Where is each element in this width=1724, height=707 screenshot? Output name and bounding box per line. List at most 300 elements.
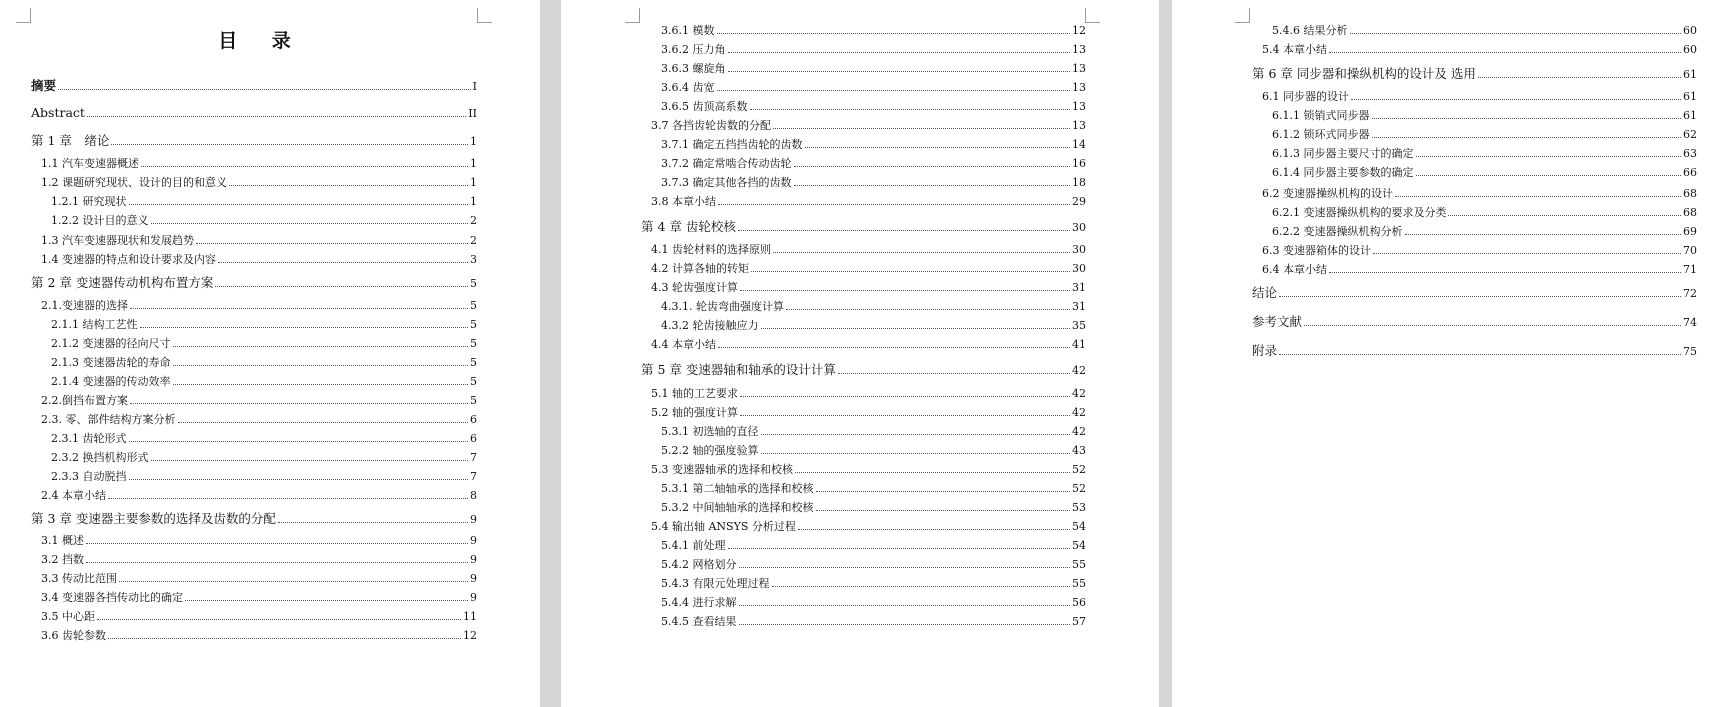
toc-entry[interactable] — [641, 463, 1086, 477]
toc-entry-label: 参考文献 — [1252, 314, 1303, 329]
toc-entry-label: 3.1 概述 — [41, 534, 84, 547]
toc-dot-leader — [773, 128, 1070, 129]
toc-entry[interactable] — [31, 318, 477, 332]
toc-entry-page-number: 5 — [470, 299, 477, 312]
toc-dot-leader — [740, 396, 1070, 397]
toc-entry[interactable] — [1252, 24, 1697, 38]
toc-entry-label: 6.3 变速器箱体的设计 — [1262, 244, 1371, 257]
toc-entry-label: 1.2.2 设计目的意义 — [51, 214, 149, 227]
toc-entry-page-number: 29 — [1072, 195, 1086, 208]
toc-entry-page-number: 5 — [470, 277, 477, 290]
toc-entry-page-number: 42 — [1072, 406, 1086, 419]
toc-entry-page-number: 61 — [1683, 90, 1697, 103]
toc-entry-label: 结论 — [1252, 285, 1278, 300]
toc-entry-label: 5.3.1 初选轴的直径 — [661, 425, 759, 438]
toc-dot-leader — [229, 185, 468, 186]
toc-dot-leader — [1304, 325, 1681, 326]
toc-entry[interactable] — [31, 106, 477, 121]
toc-entry-page-number: 8 — [470, 489, 477, 502]
toc-entry-page-number: 12 — [1072, 24, 1086, 37]
toc-dot-leader — [86, 562, 468, 563]
toc-entry-page-number: 1 — [470, 157, 477, 170]
toc-entry[interactable] — [1252, 187, 1697, 201]
toc-entry-page-number: 60 — [1683, 43, 1697, 56]
toc-entry-page-number: 1 — [470, 176, 477, 189]
toc-entry[interactable] — [1252, 43, 1697, 57]
toc-entry-label: 3.2 挡数 — [41, 553, 84, 566]
toc-dot-leader — [1478, 77, 1681, 78]
toc-entry-label: 5.2 轴的强度计算 — [651, 406, 738, 419]
toc-dot-leader — [761, 434, 1071, 435]
toc-entry-page-number: 31 — [1072, 281, 1086, 294]
toc-entry[interactable] — [641, 195, 1086, 209]
toc-entry-label: 6.1.1 锁销式同步器 — [1272, 109, 1370, 122]
toc-entry-label: 2.1.2 变速器的径向尺寸 — [51, 337, 171, 350]
toc-entry-label: 5.4 本章小结 — [1262, 43, 1327, 56]
toc-entry[interactable] — [641, 482, 1086, 496]
toc-dot-leader — [717, 90, 1071, 91]
toc-entry[interactable] — [641, 319, 1086, 333]
toc-entry[interactable] — [1252, 206, 1697, 220]
toc-entry[interactable] — [641, 520, 1086, 534]
toc-entry-label: 6.2.2 变速器操纵机构分析 — [1272, 225, 1403, 238]
toc-entry-label: 3.8 本章小结 — [651, 195, 716, 208]
toc-entry[interactable] — [1252, 90, 1697, 104]
toc-dot-leader — [1279, 296, 1681, 297]
toc-dot-leader — [1448, 215, 1681, 216]
toc-entry-label: 3.6.1 模数 — [661, 24, 715, 37]
toc-entry[interactable] — [31, 413, 477, 427]
toc-entry-label: 4.3.1. 轮齿弯曲强度计算 — [661, 300, 784, 313]
toc-entry[interactable] — [641, 81, 1086, 95]
toc-entry-label: 2.4 本章小结 — [41, 489, 106, 502]
toc-dot-leader — [141, 166, 468, 167]
toc-dot-leader — [173, 346, 469, 347]
toc-entry-label: 5.4.5 查看结果 — [661, 615, 737, 628]
toc-entry[interactable] — [641, 243, 1086, 257]
toc-entry-page-number: 9 — [470, 591, 477, 604]
toc-entry-page-number: 35 — [1072, 319, 1086, 332]
toc-entry-label: 5.2.2 轴的强度验算 — [661, 444, 759, 457]
toc-entry-label: 3.6 齿轮参数 — [41, 629, 106, 642]
toc-entry-page-number: 68 — [1683, 206, 1697, 219]
toc-entry[interactable] — [1252, 67, 1697, 82]
toc-entry-page-number: 9 — [470, 534, 477, 547]
toc-entry-label: 第 5 章 变速器轴和轴承的设计计算 — [641, 362, 836, 377]
toc-entry-label: 4.3.2 轮齿接触应力 — [661, 319, 759, 332]
toc-entry-page-number: 6 — [470, 413, 477, 426]
toc-entry-page-number: 11 — [463, 610, 477, 623]
toc-entry[interactable] — [641, 539, 1086, 553]
toc-dot-leader — [111, 144, 468, 145]
toc-entry-label: 附录 — [1252, 343, 1278, 358]
toc-entry-page-number: 9 — [470, 553, 477, 566]
toc-entry-label: 5.4.1 前处理 — [661, 539, 726, 552]
toc-dot-leader — [739, 605, 1071, 606]
toc-entry-page-number: I — [472, 80, 477, 93]
toc-entry[interactable] — [31, 512, 477, 527]
toc-entry[interactable] — [641, 262, 1086, 276]
toc-entry[interactable] — [31, 394, 477, 408]
toc-entry[interactable] — [641, 406, 1086, 420]
toc-entry[interactable] — [31, 572, 477, 586]
toc-dot-leader — [798, 529, 1070, 530]
toc-entry[interactable] — [641, 62, 1086, 76]
toc-dot-leader — [739, 624, 1071, 625]
toc-entry-label: 6.4 本章小结 — [1262, 263, 1327, 276]
toc-entry[interactable] — [641, 425, 1086, 439]
toc-entry-page-number: 54 — [1072, 539, 1086, 552]
toc-dot-leader — [1372, 118, 1682, 119]
toc-entry[interactable] — [641, 338, 1086, 352]
toc-dot-leader — [218, 262, 468, 263]
toc-entry-page-number: 62 — [1683, 128, 1697, 141]
toc-dot-leader — [151, 223, 469, 224]
toc-entry[interactable] — [31, 432, 477, 446]
toc-entry-page-number: 61 — [1683, 68, 1697, 81]
toc-dot-leader — [151, 460, 469, 461]
toc-entry-label: 摘要 — [31, 78, 57, 93]
toc-entry-page-number: 13 — [1072, 43, 1086, 56]
toc-entry-label: 5.4.6 结果分析 — [1272, 24, 1348, 37]
toc-entry-page-number: 60 — [1683, 24, 1697, 37]
toc-entry-page-number: 74 — [1683, 316, 1697, 329]
toc-dot-leader — [1373, 253, 1681, 254]
toc-entry[interactable] — [641, 300, 1086, 314]
toc-entry[interactable] — [31, 157, 477, 171]
toc-entry[interactable] — [641, 501, 1086, 515]
toc-entry[interactable] — [31, 276, 477, 291]
toc-entry-page-number: 16 — [1072, 157, 1086, 170]
toc-entry-page-number: 12 — [463, 629, 477, 642]
toc-dot-leader — [794, 185, 1071, 186]
toc-dot-leader — [740, 290, 1070, 291]
toc-entry-page-number: 5 — [470, 337, 477, 350]
toc-entry-page-number: 31 — [1072, 300, 1086, 313]
toc-dot-leader — [838, 373, 1070, 374]
toc-entry-page-number: 52 — [1072, 463, 1086, 476]
toc-entry-label: 2.2.倒挡布置方案 — [41, 394, 128, 407]
toc-entry-page-number: 13 — [1072, 62, 1086, 75]
toc-entry-page-number: 55 — [1072, 558, 1086, 571]
toc-dot-leader — [794, 166, 1071, 167]
toc-entry[interactable] — [641, 387, 1086, 401]
toc-entry[interactable] — [31, 337, 477, 351]
toc-entry-page-number: 63 — [1683, 147, 1697, 160]
toc-entry-label: 3.7 各挡齿轮齿数的分配 — [651, 119, 771, 132]
toc-entry-page-number: 2 — [470, 234, 477, 247]
toc-dot-leader — [751, 271, 1070, 272]
toc-dot-leader — [1351, 99, 1681, 100]
toc-entry-page-number: 42 — [1072, 425, 1086, 438]
toc-entry[interactable] — [31, 134, 477, 149]
toc-entry-page-number: 75 — [1683, 345, 1697, 358]
toc-entry[interactable] — [31, 356, 477, 370]
toc-entry[interactable] — [31, 79, 477, 94]
toc-dot-leader — [786, 309, 1070, 310]
toc-dot-leader — [728, 71, 1071, 72]
toc-dot-leader — [717, 33, 1071, 34]
toc-entry-page-number: 5 — [470, 356, 477, 369]
toc-entry-page-number: 69 — [1683, 225, 1697, 238]
toc-entry-label: 2.3.3 自动脱挡 — [51, 470, 127, 483]
toc-entry-page-number: 5 — [470, 394, 477, 407]
toc-entry[interactable] — [1252, 109, 1697, 123]
toc-entry-page-number: II — [468, 107, 477, 120]
toc-entry-page-number: 5 — [470, 318, 477, 331]
toc-entry-label: 4.4 本章小结 — [651, 338, 716, 351]
toc-dot-leader — [1372, 137, 1682, 138]
toc-dot-leader — [1279, 354, 1681, 355]
document-page-2 — [561, 0, 1159, 707]
toc-entry-label: 第 4 章 齿轮校核 — [641, 219, 736, 234]
toc-dot-leader — [750, 109, 1071, 110]
toc-dot-leader — [1395, 196, 1681, 197]
toc-dot-leader — [739, 567, 1071, 568]
toc-dot-leader — [816, 510, 1071, 511]
toc-entry-label: 3.7.2 确定常啮合传动齿轮 — [661, 157, 792, 170]
toc-entry-page-number: 13 — [1072, 81, 1086, 94]
toc-entry-page-number: 5 — [470, 375, 477, 388]
toc-entry[interactable] — [31, 375, 477, 389]
toc-dot-leader — [173, 384, 469, 385]
toc-entry-label: 第 2 章 变速器传动机构布置方案 — [31, 275, 214, 290]
toc-entry-label: 2.1.3 变速器齿轮的寿命 — [51, 356, 171, 369]
toc-entry-label: 5.3.2 中间轴轴承的选择和校核 — [661, 501, 814, 514]
toc-dot-leader — [178, 422, 469, 423]
toc-dot-leader — [58, 89, 471, 90]
toc-entry-label: 5.4 输出轴 ANSYS 分析过程 — [651, 520, 796, 533]
toc-dot-leader — [805, 147, 1071, 148]
toc-entry-label: 2.1.1 结构工艺性 — [51, 318, 138, 331]
toc-dot-leader — [1405, 234, 1682, 235]
toc-entry-page-number: 1 — [470, 135, 477, 148]
toc-entry[interactable] — [31, 176, 477, 190]
toc-dot-leader — [738, 230, 1070, 231]
toc-dot-leader — [795, 472, 1070, 473]
toc-dot-leader — [1350, 33, 1682, 34]
toc-entry[interactable] — [31, 253, 477, 267]
toc-entry-label: 6.1 同步器的设计 — [1262, 90, 1349, 103]
toc-entry[interactable] — [1252, 147, 1697, 161]
toc-entry-label: 2.3.2 换挡机构形式 — [51, 451, 149, 464]
toc-dot-leader — [740, 415, 1070, 416]
toc-entry-page-number: 30 — [1072, 243, 1086, 256]
toc-entry-page-number: 57 — [1072, 615, 1086, 628]
toc-entry-page-number: 13 — [1072, 100, 1086, 113]
toc-entry-label: 4.1 齿轮材料的选择原则 — [651, 243, 771, 256]
toc-dot-leader — [173, 365, 469, 366]
toc-entry-page-number: 54 — [1072, 520, 1086, 533]
toc-entry[interactable] — [1252, 166, 1697, 180]
toc-dot-leader — [129, 204, 469, 205]
document-page-3 — [1172, 0, 1724, 707]
toc-entry-label: Abstract — [31, 105, 85, 120]
toc-entry[interactable] — [641, 615, 1086, 629]
toc-dot-leader — [1329, 52, 1681, 53]
toc-entry[interactable] — [641, 220, 1086, 235]
toc-entry-page-number: 68 — [1683, 187, 1697, 200]
toc-entry-label: 1.4 变速器的特点和设计要求及内容 — [41, 253, 216, 266]
toc-dot-leader — [1329, 272, 1681, 273]
toc-entry[interactable] — [641, 596, 1086, 610]
toc-dot-leader — [196, 243, 468, 244]
toc-entry-label: 5.4.4 进行求解 — [661, 596, 737, 609]
toc-entry-label: 4.2 计算各轴的转矩 — [651, 262, 749, 275]
toc-entry-label: 3.4 变速器各挡传动比的确定 — [41, 591, 183, 604]
toc-entry[interactable] — [641, 119, 1086, 133]
toc-entry-page-number: 30 — [1072, 262, 1086, 275]
page-corner-mark — [1235, 8, 1250, 23]
toc-entry-label: 6.2 变速器操纵机构的设计 — [1262, 187, 1393, 200]
toc-entry[interactable] — [31, 629, 477, 643]
toc-entry-label: 3.6.2 压力角 — [661, 43, 726, 56]
toc-heading: 目 录 — [218, 30, 305, 52]
toc-dot-leader — [728, 548, 1071, 549]
toc-entry[interactable] — [31, 591, 477, 605]
toc-entry-label: 5.3.1 第二轴轴承的选择和校核 — [661, 482, 814, 495]
toc-entry-page-number: 61 — [1683, 109, 1697, 122]
toc-entry[interactable] — [31, 451, 477, 465]
toc-entry[interactable] — [31, 470, 477, 484]
toc-entry-label: 第 3 章 变速器主要参数的选择及齿数的分配 — [31, 511, 276, 526]
toc-entry-label: 3.7.1 确定五挡挡齿轮的齿数 — [661, 138, 803, 151]
toc-entry[interactable] — [1252, 225, 1697, 239]
toc-entry[interactable] — [641, 43, 1086, 57]
toc-entry[interactable] — [641, 577, 1086, 591]
page-corner-mark — [16, 8, 31, 23]
toc-entry-label: 1.2.1 研究现状 — [51, 195, 127, 208]
toc-entry[interactable] — [641, 176, 1086, 190]
toc-entry-page-number: 53 — [1072, 501, 1086, 514]
toc-entry[interactable] — [641, 444, 1086, 458]
toc-entry-label: 1.1 汽车变速器概述 — [41, 157, 139, 170]
toc-entry-page-number: 9 — [470, 513, 477, 526]
toc-entry-page-number: 30 — [1072, 221, 1086, 234]
toc-entry-page-number: 6 — [470, 432, 477, 445]
toc-entry-page-number: 42 — [1072, 387, 1086, 400]
toc-entry-page-number: 70 — [1683, 244, 1697, 257]
toc-dot-leader — [119, 581, 468, 582]
toc-entry[interactable] — [31, 234, 477, 248]
toc-entry[interactable] — [31, 299, 477, 313]
toc-dot-leader — [97, 619, 461, 620]
toc-entry[interactable] — [1252, 263, 1697, 277]
toc-dot-leader — [773, 252, 1070, 253]
toc-entry[interactable] — [641, 363, 1086, 378]
toc-dot-leader — [86, 543, 468, 544]
toc-entry-label: 3.3 传动比范围 — [41, 572, 117, 585]
toc-dot-leader — [761, 328, 1071, 329]
toc-entry-label: 6.1.3 同步器主要尺寸的确定 — [1272, 147, 1414, 160]
toc-entry-label: 6.1.4 同步器主要参数的确定 — [1272, 166, 1414, 179]
toc-dot-leader — [278, 522, 468, 523]
toc-entry-label: 5.4.2 网格划分 — [661, 558, 737, 571]
toc-entry[interactable] — [31, 214, 477, 228]
toc-entry-label: 2.1.变速器的选择 — [41, 299, 128, 312]
toc-entry-page-number: 41 — [1072, 338, 1086, 351]
toc-entry-page-number: 18 — [1072, 176, 1086, 189]
toc-entry-label: 5.3 变速器轴承的选择和校核 — [651, 463, 793, 476]
toc-entry-label: 5.4.3 有限元处理过程 — [661, 577, 770, 590]
toc-entry-label: 3.6.3 螺旋角 — [661, 62, 726, 75]
page-corner-mark — [1085, 8, 1100, 23]
toc-dot-leader — [129, 441, 469, 442]
toc-entry-page-number: 14 — [1072, 138, 1086, 151]
toc-entry[interactable] — [31, 195, 477, 209]
toc-entry[interactable] — [641, 24, 1086, 38]
toc-entry-label: 6.2.1 变速器操纵机构的要求及分类 — [1272, 206, 1447, 219]
toc-entry-page-number: 1 — [470, 195, 477, 208]
toc-entry[interactable] — [641, 157, 1086, 171]
toc-entry[interactable] — [31, 534, 477, 548]
toc-dot-leader — [130, 403, 468, 404]
toc-entry-label: 6.1.2 锁环式同步器 — [1272, 128, 1370, 141]
toc-entry[interactable] — [31, 489, 477, 503]
toc-entry-page-number: 42 — [1072, 364, 1086, 377]
toc-dot-leader — [728, 52, 1071, 53]
toc-entry-label: 第 6 章 同步器和操纵机构的设计及 选用 — [1252, 66, 1476, 81]
toc-entry[interactable] — [31, 553, 477, 567]
toc-entry-label: 3.6.5 齿顶高系数 — [661, 100, 748, 113]
toc-entry-label: 3.6.4 齿宽 — [661, 81, 715, 94]
toc-entry-page-number: 66 — [1683, 166, 1697, 179]
toc-dot-leader — [140, 327, 469, 328]
toc-entry[interactable] — [641, 138, 1086, 152]
toc-entry[interactable] — [641, 558, 1086, 572]
toc-entry-label: 2.3.1 齿轮形式 — [51, 432, 127, 445]
toc-entry[interactable] — [1252, 315, 1697, 330]
page-corner-mark — [477, 8, 492, 23]
toc-entry-page-number: 3 — [470, 253, 477, 266]
document-page-1 — [0, 0, 540, 707]
toc-entry[interactable] — [1252, 244, 1697, 258]
toc-dot-leader — [129, 479, 469, 480]
toc-dot-leader — [87, 116, 466, 117]
toc-dot-leader — [1416, 175, 1682, 176]
toc-entry-page-number: 56 — [1072, 596, 1086, 609]
toc-entry-label: 2.1.4 变速器的传动效率 — [51, 375, 171, 388]
toc-entry-label: 1.2 课题研究现状、设计的目的和意义 — [41, 176, 227, 189]
toc-entry-label: 1.3 汽车变速器现状和发展趋势 — [41, 234, 194, 247]
toc-entry[interactable] — [1252, 344, 1697, 359]
toc-dot-leader — [215, 286, 468, 287]
toc-entry-label: 4.3 轮齿强度计算 — [651, 281, 738, 294]
toc-dot-leader — [108, 498, 468, 499]
toc-entry-page-number: 52 — [1072, 482, 1086, 495]
toc-entry-label: 3.7.3 确定其他各挡的齿数 — [661, 176, 792, 189]
toc-entry[interactable] — [31, 610, 477, 624]
toc-dot-leader — [718, 204, 1070, 205]
toc-dot-leader — [108, 638, 461, 639]
toc-entry-label: 3.5 中心距 — [41, 610, 95, 623]
toc-dot-leader — [185, 600, 468, 601]
toc-entry-page-number: 7 — [470, 470, 477, 483]
toc-entry[interactable] — [641, 100, 1086, 114]
toc-dot-leader — [1416, 156, 1682, 157]
toc-entry-page-number: 7 — [470, 451, 477, 464]
toc-entry-page-number: 72 — [1683, 287, 1697, 300]
toc-dot-leader — [772, 586, 1071, 587]
toc-entry-label: 第 1 章 绪论 — [31, 133, 110, 148]
toc-entry[interactable] — [641, 281, 1086, 295]
page-corner-mark — [625, 8, 640, 23]
toc-dot-leader — [816, 491, 1071, 492]
toc-entry-page-number: 2 — [470, 214, 477, 227]
toc-entry[interactable] — [1252, 286, 1697, 301]
toc-entry[interactable] — [1252, 128, 1697, 142]
toc-dot-leader — [718, 347, 1070, 348]
